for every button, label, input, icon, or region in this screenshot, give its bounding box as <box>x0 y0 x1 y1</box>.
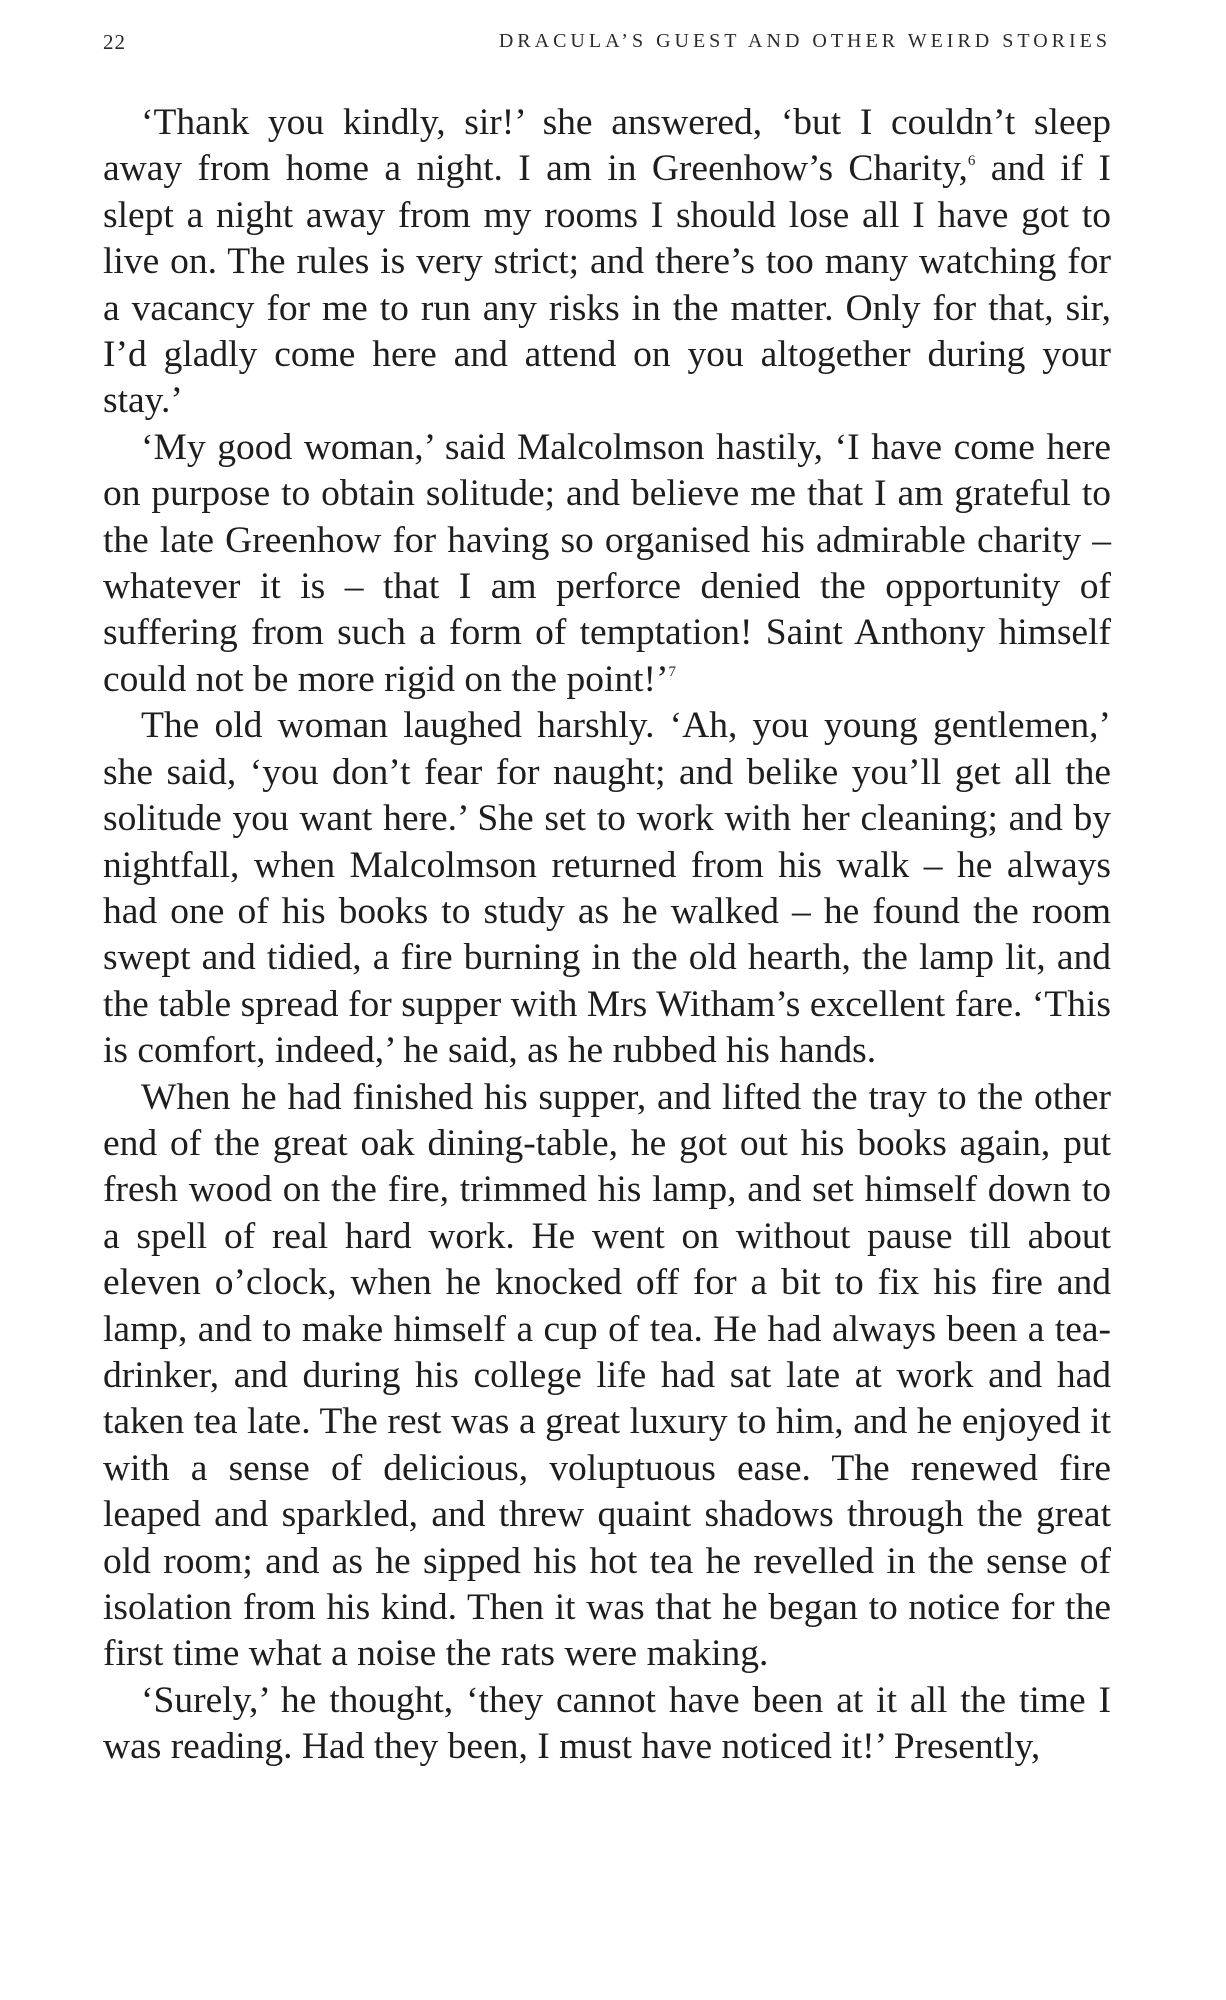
page-number: 22 <box>103 30 126 54</box>
footnote-marker[interactable]: 7 <box>668 663 677 680</box>
book-page <box>103 0 1111 1771</box>
text-run: When he had finished his supper, and lifted the tray to the other end of the great oak dining-table, he got out his books again, put fresh wood on the fire, trimmed his lamp, and set himself down to a spell of real hard work. He went on without pause till about eleven o’clock, when he knocked off for a bit to fix his fire and lamp, and to make himself a cup of tea. He had always been a tea-drinker, and during his college life had sat late at work and had taken tea late. The rest was a great luxury to him, and he enjoyed it with a sense of delicious, voluptuous ease. The renewed fire leaped and sparkled, and threw quaint shadows through the great old room; and as he sipped his hot tea he revelled in the sense of isolation from his kind. Then it was that he began to notice for the first time what a noise the rats were making. <box>103 1076 1111 1675</box>
footnote-marker[interactable]: 6 <box>967 153 976 170</box>
text-run: ‘Surely,’ he thought, ‘they cannot have been at it all the time I was reading. Had they been, I must have noticed it!’ Presently, <box>103 1679 1111 1768</box>
running-head <box>103 30 1111 70</box>
running-head-title: DRACULA’S GUEST AND OTHER WEIRD STORIES <box>498 30 1111 52</box>
text-run: ‘Thank you kindly, sir!’ she answered, ‘but I couldn’t sleep away from home a night. I am in Greenhow’s Charity, <box>103 102 1111 190</box>
text-run: and if I slept a night away from my rooms I should lose all I have got to live on. The rules is very strict; and there’s too many watching for a vacancy for me to run any risks in the matter. Only for that, sir, I’d gladly come here and attend on you altogether during your stay.’ <box>103 148 1111 422</box>
text-run: ‘My good woman,’ said Malcolmson hastily, ‘I have come here on purpose to obtain solitude; and believe me that I am grateful to the late Greenhow for having so organised his admirable charity – whatever it is – that I am perforce denied the opportunity of suffering from such a form of temptation! Saint Anthony himself could not be more rigid on the point!’ <box>103 426 1111 700</box>
paragraph <box>103 703 1111 1074</box>
paragraph <box>103 1075 1111 1678</box>
text-run: The old woman laughed harshly. ‘Ah, you young gentlemen,’ she said, ‘you don’t fear for naught; and belike you’ll get all the solitude you want here.’ She set to work with her cleaning; and by nightfall, when Malcolmson returned from his walk – he always had one of his books to study as he walked – he found the room swept and tidied, a fire burning in the old hearth, the lamp lit, and the table spread for supper with Mrs Witham’s excellent fare. ‘This is comfort, indeed,’ he said, as he rubbed his hands. <box>103 705 1111 1072</box>
paragraph <box>103 1678 1111 1771</box>
body-text <box>103 100 1111 1771</box>
paragraph <box>103 425 1111 703</box>
paragraph <box>103 100 1111 425</box>
